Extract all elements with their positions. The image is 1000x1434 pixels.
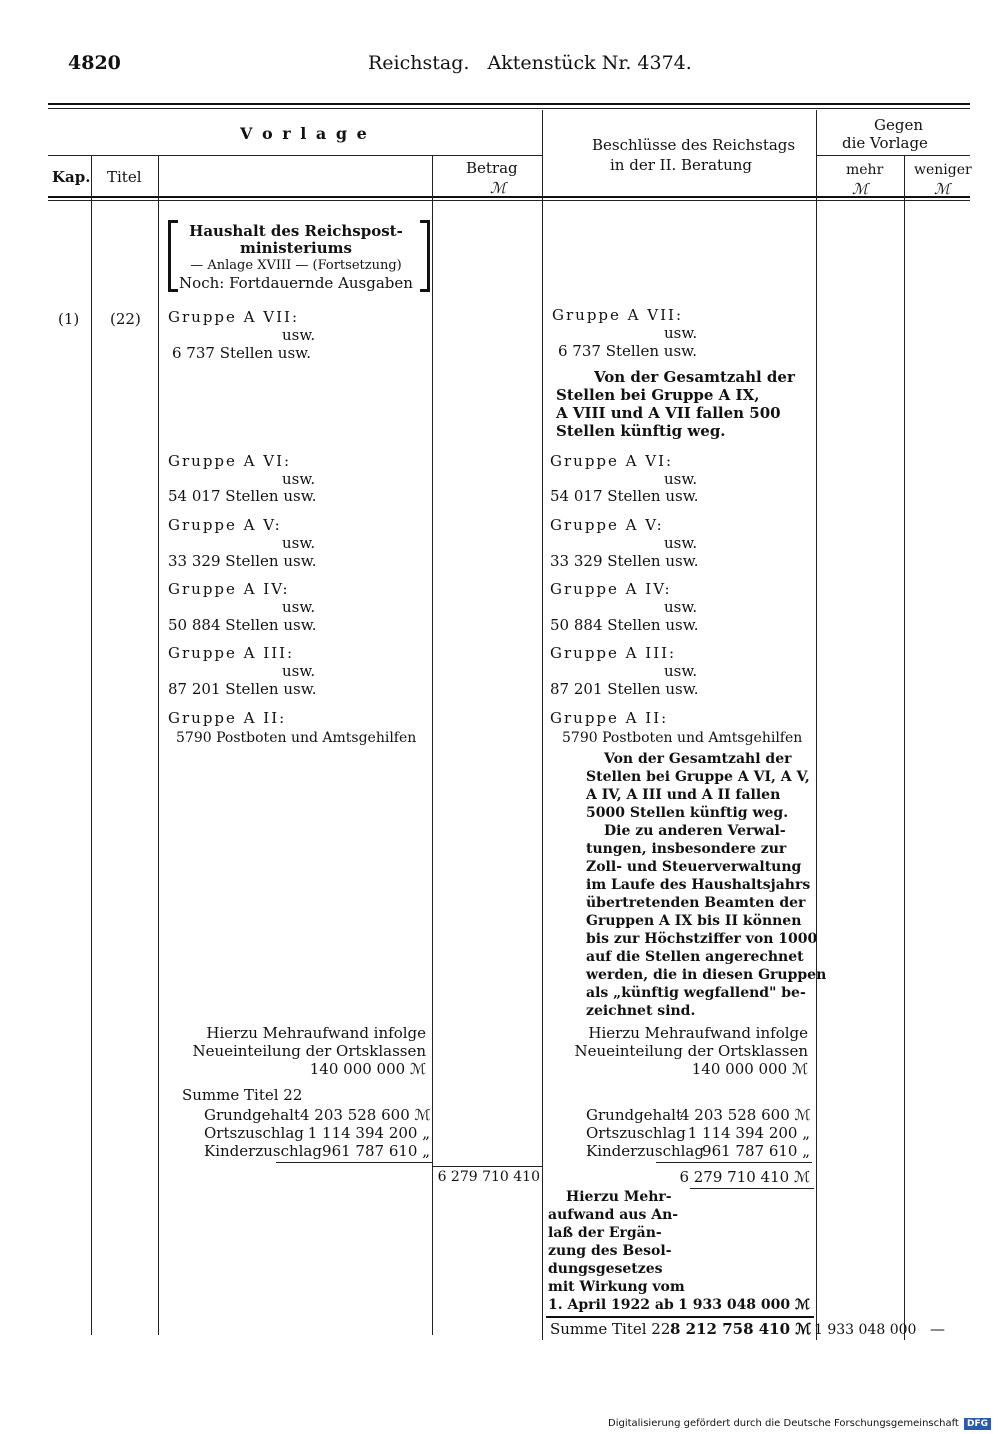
resolution-1: Von der Gesamtzahl der Stellen bei Gruppe A IX, A VIII und A VII fallen 500 Stellen künftig weg.	[556, 368, 795, 440]
header-kap: Kap.	[52, 168, 91, 186]
section-heading-line3: — Anlage XVIII — (Fortsetzung)	[190, 258, 402, 273]
final-summe-label: Summe Titel 22	[550, 1320, 671, 1338]
right-breakdown-value: 961 787 610 „	[702, 1142, 810, 1160]
left-group-usw: usw.	[282, 534, 316, 552]
gegen-subrule	[816, 155, 970, 156]
right-group-stellen: 50 884 Stellen usw.	[550, 616, 699, 634]
header-beschluesse-line1: Beschlüsse des Reichstags	[592, 136, 796, 154]
header-gegen-line1: Gegen	[874, 116, 923, 134]
left-mehraufwand-amount: 140 000 000 ℳ	[309, 1060, 426, 1078]
right-group-name: Gruppe A III:	[550, 644, 677, 662]
zusatz-last-text: 1. April 1922 ab	[548, 1297, 674, 1313]
section-heading-line1: Haushalt des Reichspost-	[189, 222, 403, 240]
left-breakdown-value: 4 203 528 600 ℳ	[300, 1106, 431, 1124]
header-betrag: Betrag	[466, 159, 518, 177]
resolution-2: Von der Gesamtzahl der Stellen bei Gruppe A VI, A V, A IV, A III und A II fallen 5000 Stellen künftig weg. Die zu anderen Verwal- tungen, insbesondere zur Zoll- und Steuerverwaltung im Laufe des Haushaltsjahrs übertretenden Beamten der Gruppen A IX bis II können bis zur Höchstziffer von 1000 auf die Stellen angerechnet werden, die in diesen Gruppen als „künftig wegfallend" be- zeichnet sind.	[586, 751, 827, 1019]
header-mehr-unit: ℳ	[852, 180, 869, 198]
left-group-stellen: 5790 Postboten und Amtsgehilfen	[176, 730, 417, 746]
beschluss-total-rule	[690, 1188, 814, 1189]
left-breakdown-value: 1 114 394 200 „	[307, 1124, 430, 1142]
left-group-usw: usw.	[282, 598, 316, 616]
left-breakdown-label: Ortszuschlag	[204, 1124, 304, 1142]
right-group-name: Gruppe A VI:	[550, 452, 674, 470]
gegen-weniger-value: —	[930, 1320, 945, 1338]
right-group-usw: usw.	[664, 662, 698, 680]
right-group-name: Gruppe A VII:	[552, 306, 683, 324]
right-breakdown-value: 4 203 528 600 ℳ	[680, 1106, 811, 1124]
right-breakdown-label: Kinderzuschlag	[586, 1142, 704, 1160]
left-breakdown-label: Grundgehalt	[204, 1106, 300, 1124]
left-mehraufwand-line1: Hierzu Mehraufwand infolge	[206, 1024, 426, 1042]
left-group-name: Gruppe A V:	[168, 516, 282, 534]
page-number: 4820	[68, 52, 121, 74]
right-group-name: Gruppe A IV:	[550, 580, 672, 598]
right-group-usw: usw.	[664, 470, 698, 488]
left-group-name: Gruppe A III:	[168, 644, 295, 662]
left-group-stellen: 6 737 Stellen usw.	[172, 344, 311, 362]
top-rule-thin	[48, 108, 970, 109]
col-rule-mehr	[904, 155, 905, 1340]
left-group-usw: usw.	[282, 326, 316, 344]
right-group-usw: usw.	[664, 598, 698, 616]
col-rule-text	[432, 155, 433, 1335]
header-titel: Titel	[107, 168, 142, 186]
left-group-stellen: 54 017 Stellen usw.	[168, 487, 317, 505]
right-breakdown-label: Ortszuschlag	[586, 1124, 686, 1142]
left-mehraufwand-line2: Neueinteilung der Ortsklassen	[192, 1042, 426, 1060]
header-beschluesse-line2: in der II. Beratung	[610, 156, 752, 174]
zusatz-last-amount: 1 933 048 000 ℳ	[678, 1297, 810, 1313]
left-group-usw: usw.	[282, 470, 316, 488]
section-heading-line2: ministeriums	[240, 239, 352, 257]
left-breakdown-label: Kinderzuschlag	[204, 1142, 322, 1160]
header-betrag-unit: ℳ	[490, 179, 507, 197]
vorlage-total-rule	[432, 1166, 542, 1167]
header-weniger: weniger	[914, 162, 972, 178]
left-group-name: Gruppe A VII:	[168, 308, 299, 326]
left-group-stellen: 50 884 Stellen usw.	[168, 616, 317, 634]
right-mehraufwand-amount: 140 000 000 ℳ	[691, 1060, 808, 1078]
left-group-usw: usw.	[282, 662, 316, 680]
right-group-stellen: 54 017 Stellen usw.	[550, 487, 699, 505]
header-rule-thick	[48, 196, 970, 198]
col-rule-kap	[91, 155, 92, 1335]
right-breakdown-value: 1 114 394 200 „	[687, 1124, 810, 1142]
row-kap: (1)	[58, 310, 80, 328]
right-group-name: Gruppe A V:	[550, 516, 664, 534]
beschluss-total: 6 279 710 410 ℳ	[679, 1168, 810, 1186]
footer-text: Digitalisierung gefördert durch die Deutsche Forschungsgemeinschaft	[608, 1418, 959, 1429]
left-group-stellen: 87 201 Stellen usw.	[168, 680, 317, 698]
right-group-name: Gruppe A II:	[550, 709, 669, 727]
row-titel: (22)	[110, 310, 141, 328]
right-group-stellen: 5790 Postboten und Amtsgehilfen	[562, 730, 803, 746]
zusatz-block: Hierzu Mehr- aufwand aus An- laß der Ergän- zung des Besol- dungsgesetzes mit Wirkung vom	[548, 1189, 685, 1295]
header-weniger-unit: ℳ	[934, 180, 951, 198]
col-rule-betrag	[542, 110, 543, 1340]
left-group-name: Gruppe A IV:	[168, 580, 290, 598]
col-rule-beschluss	[816, 110, 817, 1340]
page-title: Reichstag. Aktenstück Nr. 4374.	[368, 52, 692, 74]
right-mehraufwand-line2: Neueinteilung der Ortsklassen	[574, 1042, 808, 1060]
vorlage-subrule	[48, 155, 542, 156]
left-group-name: Gruppe A II:	[168, 709, 287, 727]
header-vorlage: V o r l a g e	[240, 124, 369, 143]
header-gegen-line2: die Vorlage	[842, 134, 928, 152]
final-rule	[546, 1316, 814, 1318]
right-group-usw: usw.	[664, 324, 698, 342]
right-group-stellen: 33 329 Stellen usw.	[550, 552, 699, 570]
right-mehraufwand-line1: Hierzu Mehraufwand infolge	[588, 1024, 808, 1042]
right-group-usw: usw.	[664, 534, 698, 552]
vorlage-total: 6 279 710 410	[437, 1169, 540, 1185]
right-breakdown-rule	[656, 1162, 812, 1163]
right-breakdown-label: Grundgehalt	[586, 1106, 682, 1124]
top-rule-thick	[48, 103, 970, 105]
left-breakdown-rule	[276, 1162, 432, 1163]
summe-titel-label: Summe Titel 22	[182, 1086, 303, 1104]
left-group-stellen: 33 329 Stellen usw.	[168, 552, 317, 570]
right-group-stellen: 87 201 Stellen usw.	[550, 680, 699, 698]
right-group-stellen: 6 737 Stellen usw.	[558, 342, 697, 360]
section-heading-line4: Noch: Fortdauernde Ausgaben	[179, 274, 413, 292]
header-rule-thin	[48, 200, 970, 201]
col-rule-titel	[158, 155, 159, 1335]
final-summe-amount: 8 212 758 410 ℳ	[670, 1320, 812, 1338]
left-breakdown-value: 961 787 610 „	[322, 1142, 430, 1160]
dfg-logo: DFG	[964, 1418, 991, 1430]
gegen-mehr-value: 1 933 048 000	[814, 1322, 917, 1338]
left-group-name: Gruppe A VI:	[168, 452, 292, 470]
header-mehr: mehr	[846, 162, 884, 178]
